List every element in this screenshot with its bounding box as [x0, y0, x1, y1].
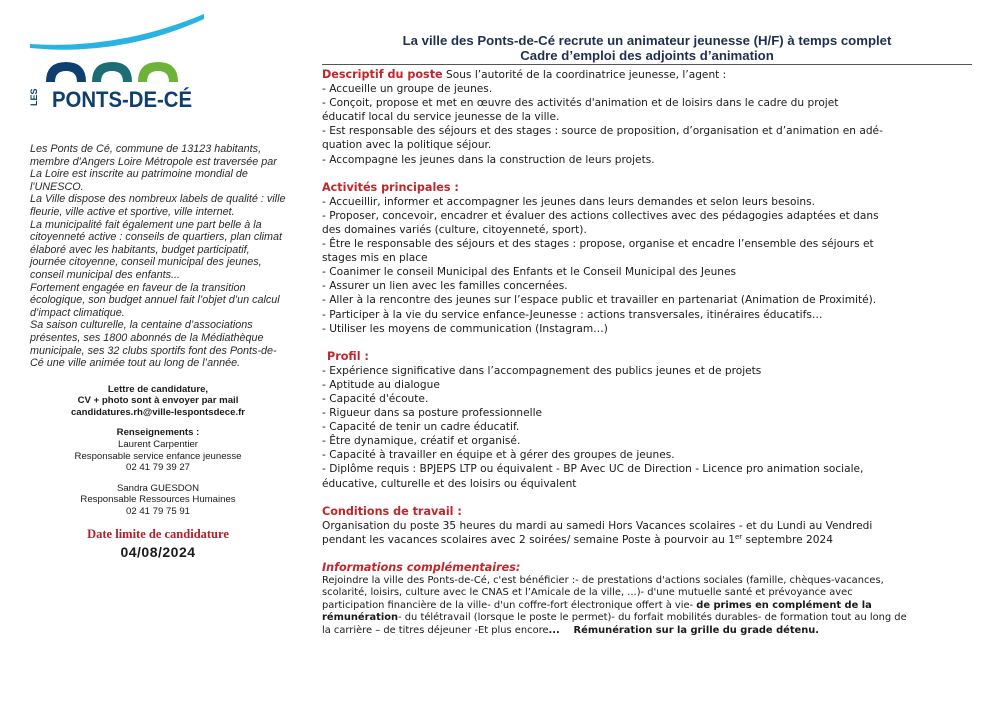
contact-card: [30, 439, 286, 474]
section-conditions: [322, 505, 972, 547]
descriptif-line: quation avec la politique séjour.: [322, 139, 492, 152]
info-line: participation financière de la ville- d'un coffre-fort électronique offert à vie- de primes en complément de la: [322, 599, 872, 611]
contact-role: Responsable Ressources Humaines: [80, 494, 236, 506]
section-complementaires: [322, 561, 972, 637]
logo-arch-2: [92, 62, 132, 82]
logo-arch-1: [46, 62, 86, 82]
section-title: Activités principales :: [322, 180, 459, 194]
section-title: Descriptif du poste: [322, 68, 443, 81]
section-profil: [322, 350, 972, 491]
activite-line: - Assurer un lien avec les familles concernées.: [322, 280, 568, 293]
activite-line: - Aller à la rencontre des jeunes sur l’espace public et travailler en partenariat (Animation de Proximité).: [322, 294, 877, 307]
descriptif-line: éducatif local du service jeunesse de la ville.: [322, 111, 560, 124]
title-divider: [322, 64, 972, 65]
profil-line: - Aptitude au dialogue: [322, 378, 440, 391]
section-title: Conditions de travail :: [322, 504, 462, 518]
city-description: [30, 143, 286, 370]
profil-line: éducative, culturelle et des loisirs ou équivalent: [322, 477, 577, 490]
application-email[interactable]: candidatures.rh@ville-lespontsdece.fr: [70, 406, 246, 418]
deadline-label: Date limite de candidature: [87, 526, 229, 541]
info-line: Rejoindre la ville des Ponts-de-Cé, c'est bénéficier :- de prestations d'actions sociales (famille, chèques-vacances,: [322, 575, 884, 586]
activite-line: - Être le responsable des séjours et des stages : propose, organise et encadre l’ensemble des séjours et: [322, 238, 874, 251]
contact-card: [30, 483, 286, 518]
logo-text-les: LES: [29, 88, 39, 106]
info-line: la carrière – de titres déjeuner -Et plus encore... Rémunération sur la grille du grade détenu.: [322, 624, 820, 636]
job-offer: [322, 33, 972, 637]
profil-line: - Rigueur dans sa posture professionnelle: [322, 407, 543, 420]
conditions-line: Organisation du poste 35 heures du mardi au samedi Hors Vacances scolaires - et du Lundi au Vendredi: [322, 519, 873, 532]
about-paragraph: Fortement engagée en faveur de la transition écologique, son budget annuel fait l’objet d’un calcul d’impact climatique.: [30, 281, 280, 319]
ville-logo: [28, 10, 206, 116]
profil-line: - Être dynamique, créatif et organisé.: [322, 435, 521, 448]
descriptif-line: - Accompagne les jeunes dans la construction de leurs projets.: [322, 153, 655, 166]
contact-role: Responsable service enfance jeunesse: [74, 450, 242, 462]
activite-line: - Proposer, concevoir, encadrer et évaluer des actions collectives avec des pédagogies adaptées et dans: [322, 209, 879, 222]
about-paragraph: Les Ponts de Cé, commune de 13123 habitants, membre d'Angers Loire Métropole est traversée par La Loire est inscrite au patrimoine mondial de l'UNESCO.: [30, 143, 277, 193]
info-line: rémunération- du télétravail (lorsque le poste le permet)- du forfait mobilités durables- de formation tout au long de: [322, 612, 907, 624]
activite-line: - Coanimer le conseil Municipal des Enfants et le Conseil Municipal des Jeunes: [322, 266, 737, 279]
contact-name: Sandra GUESDON: [116, 482, 200, 494]
section-activites: [322, 181, 972, 336]
application-line: CV + photo sont à envoyer par mail: [77, 395, 239, 407]
activite-line: des domaines variés (culture, citoyenneté, sport).: [322, 223, 587, 236]
contact-phone: 02 41 79 75 91: [125, 506, 191, 518]
application-info: [30, 384, 286, 419]
profil-line: - Expérience significative dans l’accompagnement des publics jeunes et de projets: [322, 364, 762, 377]
conditions-line: pendant les vacances scolaires avec 2 soirées/ semaine Poste à pourvoir au 1er septembre 2024: [322, 532, 833, 546]
descriptif-line: - Conçoit, propose et met en œuvre des activités d'animation et de loisirs dans le cadre du projet: [322, 97, 839, 110]
profil-line: - Capacité d'écoute.: [322, 392, 429, 405]
descriptif-line: - Accueille un groupe de jeunes.: [322, 83, 493, 96]
profil-line: - Diplôme requis : BPJEPS LTP ou équivalent - BP Avec UC de Direction - Licence pro animation sociale,: [322, 463, 864, 476]
about-paragraph: La Ville dispose des nombreux labels de qualité : ville fleurie, ville active et sportive, ville internet.: [30, 193, 286, 218]
profil-line: - Capacité à travailler en équipe et à gérer des groupes de jeunes.: [322, 449, 675, 462]
section-descriptif: [322, 68, 972, 167]
logo-swoosh: [30, 14, 204, 50]
contact-phone: 02 41 79 39 27: [125, 462, 191, 474]
activite-line: - Participer à la vie du service enfance-Jeunesse : actions transversales, itinéraires éducatifs…: [322, 308, 823, 321]
contact-name: Laurent Carpentier: [118, 439, 198, 451]
page-subtitle: Cadre d’emploi des adjoints d’animation: [520, 48, 774, 63]
contacts-block: [30, 427, 286, 517]
descriptif-line: - Est responsable des séjours et des stages : source de proposition, d’organisation et d’animation en adé-: [322, 125, 883, 138]
application-line: Lettre de candidature,: [107, 383, 209, 395]
profil-line: - Capacité de tenir un cadre éducatif.: [322, 421, 520, 434]
logo-text-main: PONTS-DE-CÉ: [52, 87, 192, 112]
contacts-heading: Renseignements :: [116, 427, 200, 439]
about-paragraph: Sa saison culturelle, la centaine d’associations présentes, ses 1800 abonnés de la Médiathèque municipale, ses 32 clubs sportifs font des Ponts-de-Cé une ville animée tout au long de l’année.: [30, 319, 277, 370]
section-title: Profil :: [327, 349, 369, 363]
page-title: La ville des Ponts-de-Cé recrute un animateur jeunesse (H/F) à temps complet: [402, 33, 892, 48]
activite-line: stages mis en place: [322, 252, 428, 265]
descriptif-intro: Sous l’autorité de la coordinatrice jeunesse, l’agent :: [442, 69, 727, 81]
section-title: Informations complémentaires:: [322, 560, 521, 574]
activite-line: - Utiliser les moyens de communication (Instagram…): [322, 322, 608, 335]
deadline-date: 04/08/2024: [120, 543, 196, 560]
about-paragraph: La municipalité fait également une part belle à la citoyenneté active : conseils de quartiers, plan climat élaboré avec les habitants, budget participatif, journée citoyenne, conseil municipal des jeunes, conseil municipal des enfants...: [30, 218, 283, 281]
left-column: [30, 143, 286, 560]
logo-arch-3: [138, 62, 178, 82]
activite-line: - Accueillir, informer et accompagner les jeunes dans leurs demandes et selon leurs besoins.: [322, 195, 816, 208]
info-line: scolarité, loisirs, culture avec le CNAS et l’Amicale de la ville, ...)- d'une mutuelle santé et prévoyance avec: [322, 587, 853, 599]
